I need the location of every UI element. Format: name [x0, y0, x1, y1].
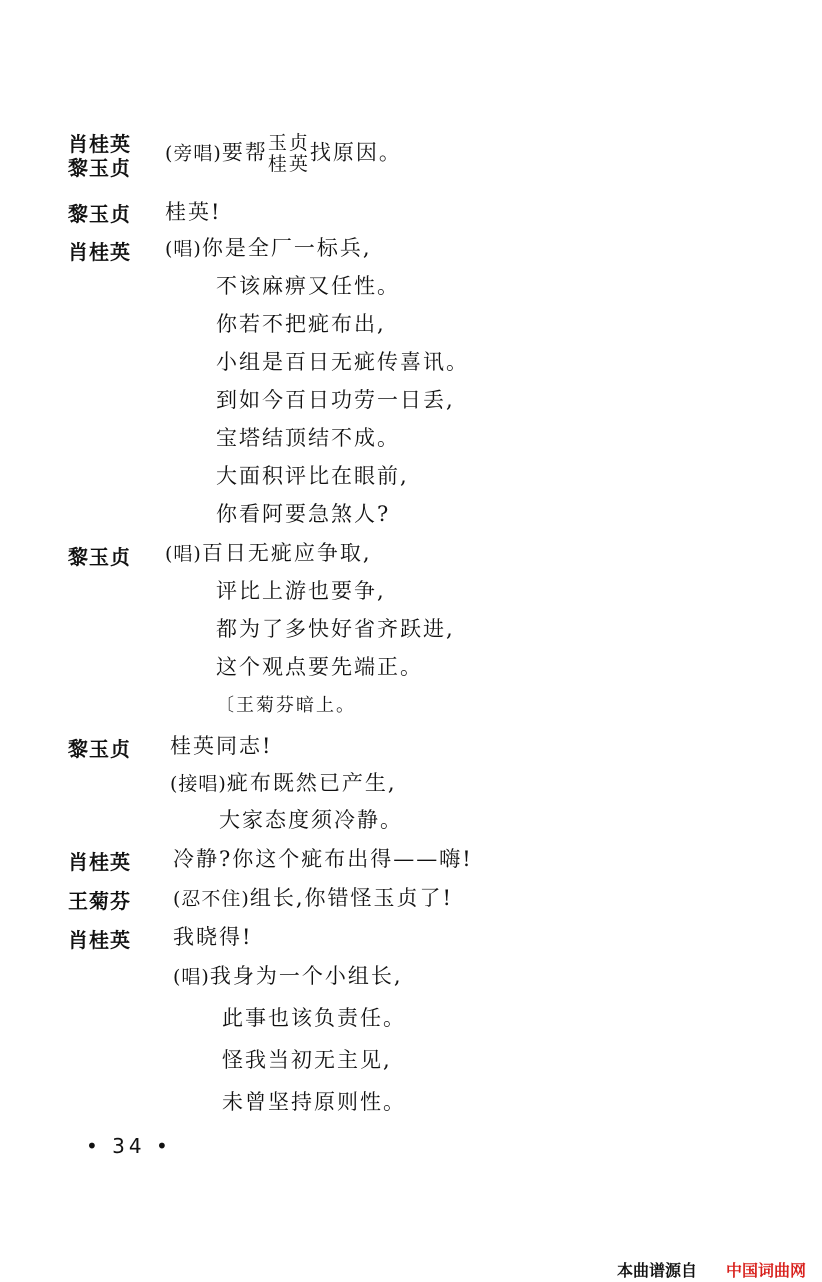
dialogue-text: 你是全厂一标兵,: [201, 236, 372, 260]
dialogue-line: [165, 537, 372, 567]
verse-line: 未曾坚持原则性。: [222, 1090, 406, 1114]
speaker-name: 肖桂英: [68, 240, 131, 264]
stage-note: 〔王菊芬暗上。: [216, 695, 356, 716]
stage-direction: (接唱): [170, 773, 227, 795]
verse-line: 此事也该负责任。: [222, 1006, 406, 1030]
dialogue-text: 我晓得!: [173, 925, 253, 949]
verse-line: 大家态度须冷静。: [219, 808, 403, 832]
speaker-name-2: 黎玉贞: [68, 156, 131, 180]
speaker-name-1: 肖桂英: [68, 132, 131, 156]
speaker-name: 肖桂英: [68, 928, 131, 952]
verse-line: 评比上游也要争,: [216, 579, 386, 603]
dialogue-text: 桂英同志!: [170, 734, 273, 758]
dialogue-text: 桂英!: [165, 200, 222, 224]
verse-line: 你看阿要急煞人?: [216, 502, 391, 526]
stage-direction: (唱): [165, 238, 202, 260]
dialogue-text: 冷静?你这个疵布出得——嗨!: [173, 847, 473, 871]
verse-line: 到如今百日功劳一日丢,: [216, 388, 455, 412]
stacked-name-top: 玉贞: [267, 132, 310, 154]
speaker-name: 黎玉贞: [68, 202, 131, 226]
verse-line: 都为了多快好省齐跃进,: [216, 617, 455, 641]
dialogue-line: [165, 133, 402, 175]
dialogue-text: 组长,你错怪玉贞了!: [249, 886, 453, 910]
verse-line: 怪我当初无主见,: [222, 1048, 392, 1072]
dialogue-line: [173, 960, 403, 990]
dialogue-line: [173, 882, 453, 912]
stage-direction: (忍不住): [173, 888, 250, 910]
verse-line: 不该麻痹又任性。: [216, 274, 400, 298]
verse-line: 大面积评比在眼前,: [216, 464, 409, 488]
speaker-name: 肖桂英: [68, 850, 131, 874]
verse-line: 你若不把疵布出,: [216, 312, 386, 336]
dialogue-line: [170, 767, 397, 797]
page-number: • 34 •: [86, 1134, 172, 1158]
verse-line: 小组是百日无疵传喜讯。: [216, 350, 469, 374]
speaker-name: [68, 132, 131, 180]
stage-direction: (唱): [173, 966, 210, 988]
dialogue-text: 我身为一个小组长,: [209, 964, 403, 988]
verse-line: 这个观点要先端正。: [216, 655, 423, 679]
dialogue-text: 疵布既然已产生,: [226, 771, 397, 795]
dialogue-line: [165, 232, 372, 262]
stage-direction: (旁唱): [165, 142, 222, 165]
stacked-names: [268, 133, 310, 175]
footer-source-label: 本曲谱源自: [617, 1261, 698, 1280]
speaker-name: 黎玉贞: [68, 737, 131, 761]
footer-site-link[interactable]: 中国词曲网: [726, 1261, 807, 1280]
speaker-name: 王菊芬: [68, 889, 131, 913]
dialogue-text: 要帮: [221, 140, 268, 165]
stage-direction: (唱): [165, 543, 202, 565]
speaker-name: 黎玉贞: [68, 545, 131, 569]
dialogue-text: 百日无疵应争取,: [201, 541, 372, 565]
verse-line: 宝塔结顶结不成。: [216, 426, 400, 450]
dialogue-text: 找原因。: [309, 140, 402, 165]
stacked-name-bottom: 桂英: [267, 153, 310, 175]
